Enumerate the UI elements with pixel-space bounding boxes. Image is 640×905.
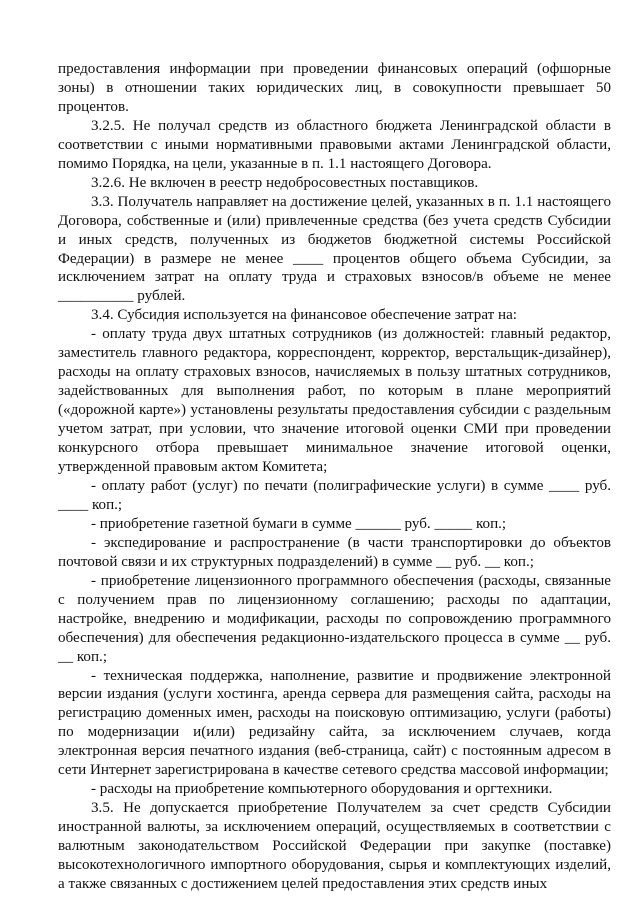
paragraph-3-5: 3.5. Не допускается приобретение Получателем за счет средств Субсидии иностранной валюты, за исключением операций, осуществляемых в соответствии с валютным законодательством Российской Федерации при закупке (поставке) высокотехнологичного импортного оборудования, сырья и комплектующих изделий, а также связанных с достижением целей предоставления этих средств иных: [58, 800, 611, 892]
list-item-distribution: - экспедирование и распространение (в части транспортировки до объектов почтовой связи и их структурных подразделений) в сумме __ руб. __ коп.;: [58, 534, 611, 570]
list-item-software: - приобретение лицензионного программного обеспечения (расходы, связанные с получением прав по лицензионному соглашению; расходы по адаптации, настройке, внедрению и модификации, расходы по сопровождению программного обеспечения) для обеспечения редакционно-издательского процесса в сумме __ руб. __ коп.;: [58, 572, 611, 665]
list-item-paper: - приобретение газетной бумаги в сумме ______ руб. _____ коп.;: [91, 515, 507, 532]
list-item-printing: - оплату работ (услуг) по печати (полиграфические услуги) в сумме ____ руб. ____ коп.;: [58, 477, 611, 513]
paragraph-3-3: 3.3. Получатель направляет на достижение целей, указанных в п. 1.1 настоящего Договора, собственные и (или) привлеченные средства (без учета средств Субсидии и иных средств, полученных из бюджетов бюджетной системы Российской Федерации) в размере не менее ____ процентов общего объема Субсидии, за исключением затрат на оплату труда и страховых взносов/в объеме не менее __________ рублей.: [58, 193, 611, 305]
document-body: [58, 60, 611, 894]
list-item-salaries: - оплату труда двух штатных сотрудников (из должностей: главный редактор, заместитель главного редактора, корреспондент, корректор, верстальщик-дизайнер), расходы на оплату страховых взносов, начисляемых в пользу штатных сотрудников, задействованных для выполнения работ, по которым в плане мероприятий («дорожной карте») установлены результаты предоставления субсидии с раздельным учетом затрат, при условии, что значение итоговой оценки СМИ при проведении конкурсного отбора превышает минимальное значение итоговой оценки, утвержденной правовым актом Комитета;: [58, 326, 611, 476]
paragraph-3-2-5: 3.2.5. Не получал средств из областного бюджета Ленинградской области в соответствии с иными нормативными правовыми актами Ленинградской области, помимо Порядка, на цели, указанные в п. 1.1 настоящего Договора.: [58, 117, 611, 172]
paragraph-continuation: предоставления информации при проведении финансовых операций (офшорные зоны) в отношении таких юридических лиц, в совокупности превышает 50 процентов.: [58, 61, 611, 115]
list-item-website: - техническая поддержка, наполнение, развитие и продвижение электронной версии издания (услуги хостинга, аренда сервера для размещения сайта, расходы на регистрацию доменных имен, расходы на поисковую оптимизацию, услуги (работы) по модернизации и(или) редизайну сайта, за исключением случаев, когда электронная версия печатного издания (веб-страница, сайт) с постоянным адресом в сети Интернет зарегистрирована в качестве сетевого средства массовой информации;: [58, 667, 611, 779]
paragraph-3-2-6: 3.2.6. Не включен в реестр недобросовестных поставщиков.: [91, 174, 479, 191]
paragraph-3-4: 3.4. Субсидия используется на финансовое обеспечение затрат на:: [91, 307, 517, 324]
list-item-hardware: - расходы на приобретение компьютерного оборудования и оргтехники.: [91, 781, 553, 798]
